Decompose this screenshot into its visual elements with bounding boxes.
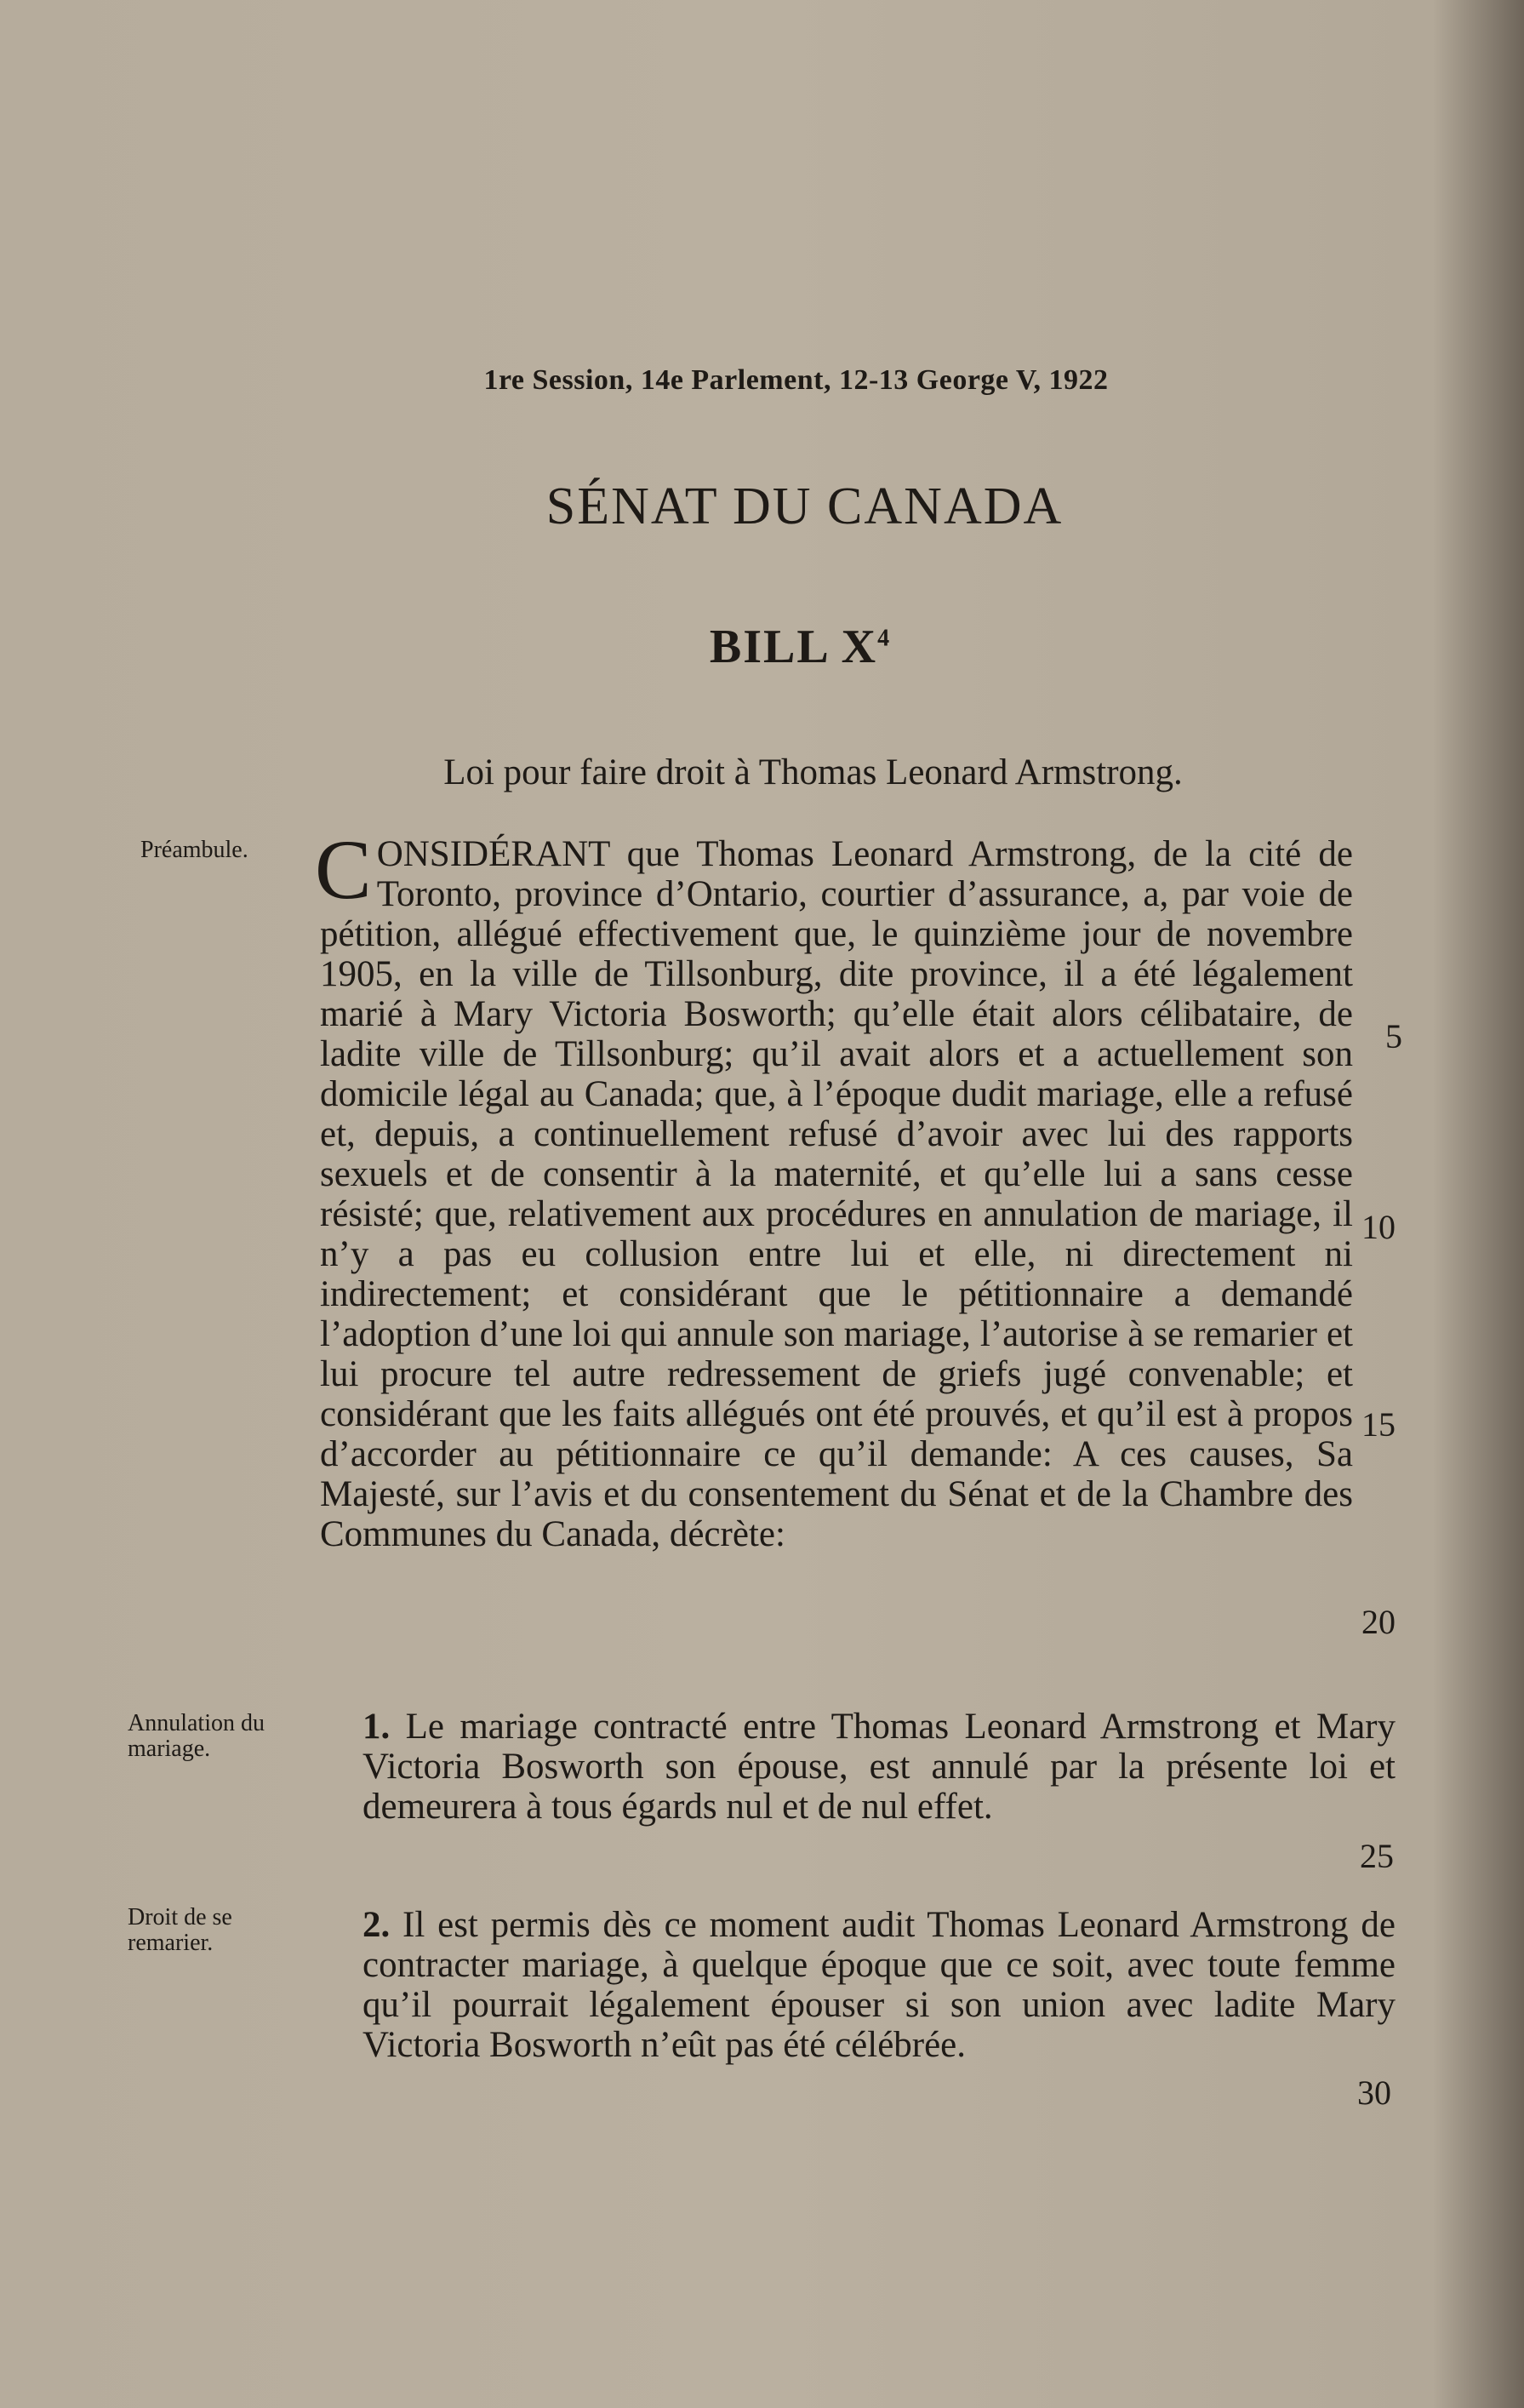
margin-note-remarry: Droit de se remarier.: [128, 1904, 232, 1956]
article-number: 2.: [362, 1905, 391, 1945]
line-number: 30: [1357, 2073, 1391, 2112]
bill-label: BILL X: [709, 621, 878, 673]
article-text: Il est permis dès ce moment audit Thomas Leonard Armstrong de contracter mariage, à quelque époque que ce soit, avec toute femme qu’il pourrait légalement épouser si son union avec ladite Mary Victoria Bosworth n’eût pas été célébrée.: [362, 1905, 1396, 2065]
preamble-first-word: ONSIDÉRANT: [376, 834, 610, 874]
institution-title: SÉNAT DU CANADA: [545, 478, 1064, 535]
drop-cap: C: [315, 822, 372, 917]
line-number: 15: [1361, 1405, 1396, 1444]
margin-note-preamble: Préambule.: [140, 837, 248, 863]
line-number: 25: [1360, 1837, 1394, 1875]
article-1: [320, 1707, 1396, 1827]
margin-note-annulment: Annulation du mariage.: [128, 1710, 265, 1762]
preamble-text: que Thomas Leonard Armstrong, de la cité de Toronto, province d’Ontario, courtier d’assurance, a, par voie de pétition, allégué effectivement que, le quinzième jour de novembre 1905, en la ville de Tillsonburg, dite province, il a été légalement marié à Mary Victoria Bosworth; qu’elle était alors célibataire, de ladite ville de Tillsonburg; qu’il avait alors et a actuellement son domicile légal au Canada; que, à l’époque dudit mariage, elle a refusé et, depuis, a continuellement refusé d’avoir avec lui des rapports sexuels et de consentir à la maternité, et qu’elle lui a sans cesse résisté; que, relativement aux procédures en annulation de mariage, il n’y a pas eu collusion entre lui et elle, ni directement ni indirectement; et considérant que le pétitionnaire a demandé l’adoption d’une loi qui annule son mariage, l’autorise à se remarier et lui procure tel autre redressement de griefs jugé convenable; et considérant que les faits allégués ont été prouvés, et qu’il est à propos d’accorder au pétitionnaire ce qu’il demande: A ces causes, Sa Majesté, sur l’avis et du consentement du Sénat et de la Chambre des Communes du Canada, décrète:: [320, 834, 1353, 1554]
article-2: [320, 1905, 1396, 2065]
line-number: 5: [1385, 1017, 1402, 1055]
article-text: Le mariage contracté entre Thomas Leonard Armstrong et Mary Victoria Bosworth son épouse, est annulé par la présente loi et demeurera à tous égards nul et de nul effet.: [362, 1707, 1396, 1827]
line-number: 10: [1361, 1208, 1396, 1246]
article-number: 1.: [362, 1707, 391, 1747]
session-header: 1re Session, 14e Parlement, 12-13 George V, 1922: [483, 364, 1109, 396]
line-number: 20: [1361, 1603, 1396, 1641]
bill-number: 4: [877, 625, 892, 652]
bill-title: [0, 620, 1524, 674]
preamble-paragraph: [315, 822, 1353, 1554]
act-title: Loi pour faire droit à Thomas Leonard Armstrong.: [443, 752, 1183, 792]
